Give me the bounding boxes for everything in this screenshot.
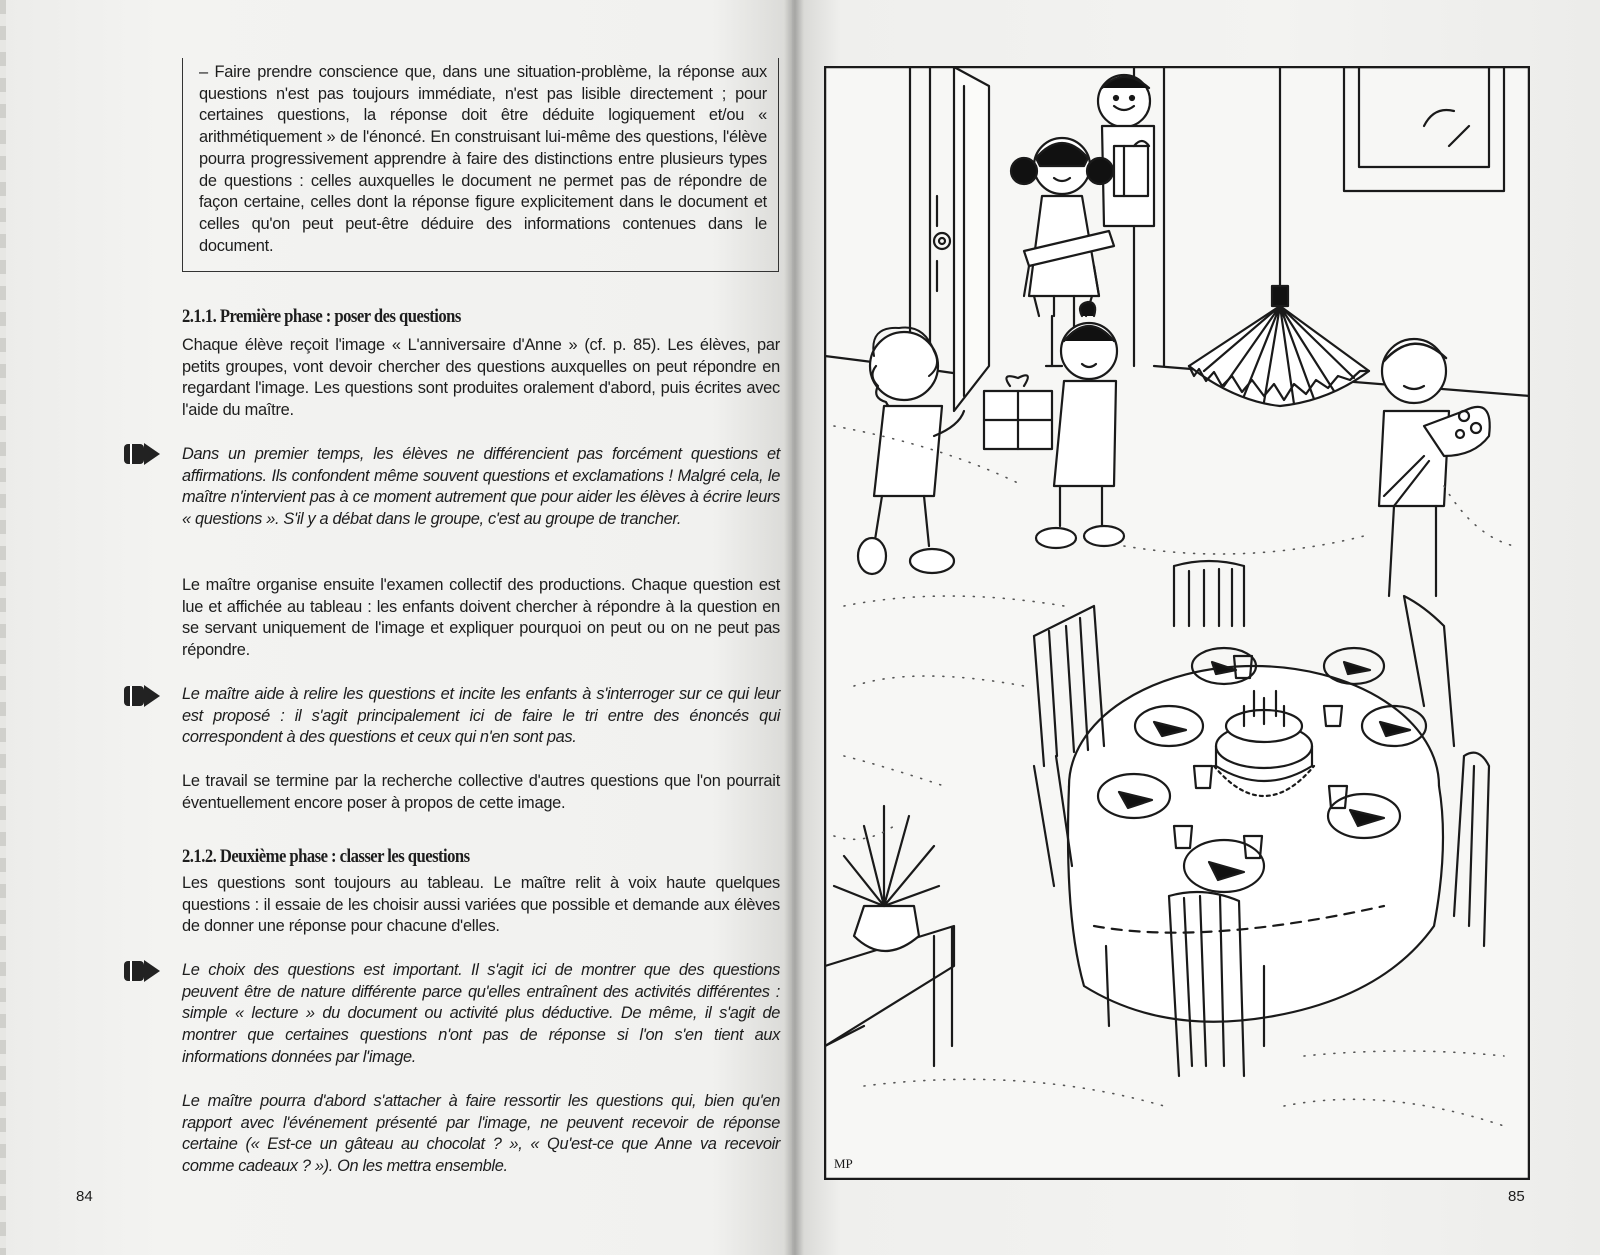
section-2-paragraph-1: Les questions sont toujours au tableau. Le maître relit à voix haute quelques questions : il essaie de les choisir aussi variées que possible et demande aux élèves de donner une réponse pour chacune d'elles.	[182, 874, 780, 936]
section-1-paragraph-2: Le maître organise ensuite l'examen collectif des productions. Chaque question est lue et affichée au tableau : les enfants doivent chercher à répondre à la question en se servant uniquement de l'image et expliquer pourquoi on peut ou on ne peut pas répondre.	[182, 576, 780, 660]
objective-text: – Faire prendre conscience que, dans une situation-problème, la réponse aux questions n'est pas toujours immédiate, n'est pas lisible directement ; pour certaines questions, la réponse doit être déduite logiquement et/ou « arithmétiquement » de l'énoncé. En construisant lui-même des questions, l'élève pourra progressivement apprendre à faire des distinctions entre plusieurs types de questions : celles auxquelles le document ne permet pas de répondre de façon certaine, celles dont la réponse figure explicitement dans le document et celles qu'on peut peut-être déduire des informations contenues dans le document.	[199, 63, 767, 255]
birthday-party-illustration	[824, 66, 1530, 1180]
section-1-note-2: Le maître aide à relire les questions et incite les enfants à s'interroger sur ce qui leur est proposé : il s'agit principalement ici de faire le tri entre des énoncés qui correspondent à des questions et ceux qui n'en sont pas.	[182, 685, 780, 747]
section-1-paragraph-1: Chaque élève reçoit l'image « L'anniversaire d'Anne » (cf. p. 85). Les élèves, par petits groupes, vont devoir chercher des questions auxquelles on peut répondre en regardant l'image. Les questions sont produites oralement d'abord, puis écrites avec l'aide du maître.	[182, 336, 780, 420]
section-2-note-1: Le choix des questions est important. Il s'agit ici de montrer que des questions peuvent être de nature différente parce qu'elles entraînent des activités différentes : simple « lecture » du document ou activité plus déductive. De même, il s'agit de montrer que certaines questions n'ont pas de réponse si l'on s'en tient aux informations données par l'image.	[182, 961, 780, 1066]
objective-box	[182, 58, 779, 272]
page-edge	[0, 0, 6, 1255]
pencil-arrow-icon	[124, 683, 162, 709]
section-1-note-1: Dans un premier temps, les élèves ne différencient pas forcément questions et affirmations. Ils confondent même souvent questions et exclamations ! Malgré cela, le maître n'intervient pas à ce moment autrement que pour aider les élèves à écrire leurs « questions ». S'il y a débat dans le groupe, c'est au groupe de trancher.	[182, 445, 780, 529]
section-1-paragraph-3: Le travail se termine par la recherche collective d'autres questions que l'on pourrait éventuellement encore poser à propos de cette image.	[182, 772, 780, 812]
left-page	[0, 0, 792, 1255]
section-2-note-2: Le maître pourra d'abord s'attacher à faire ressortir les questions qui, bien qu'en rapport avec l'événement présenté par l'image, ne peuvent recevoir de réponse certaine (« Est-ce un gâteau au chocolat ? », « Qu'est-ce que Anne va recevoir comme cadeaux ? »). On les mettra ensemble.	[182, 1092, 780, 1176]
page-number-left: 84	[76, 1188, 93, 1205]
page-number-right: 85	[1508, 1188, 1525, 1205]
pencil-arrow-icon	[124, 958, 162, 984]
book-gutter	[784, 0, 804, 1255]
illustrator-signature: MP	[834, 1156, 853, 1171]
section-heading-1: 2.1.1. Première phase : poser des questions	[182, 307, 461, 327]
pencil-arrow-icon	[124, 441, 162, 467]
section-heading-2: 2.1.2. Deuxième phase : classer les questions	[182, 847, 470, 867]
